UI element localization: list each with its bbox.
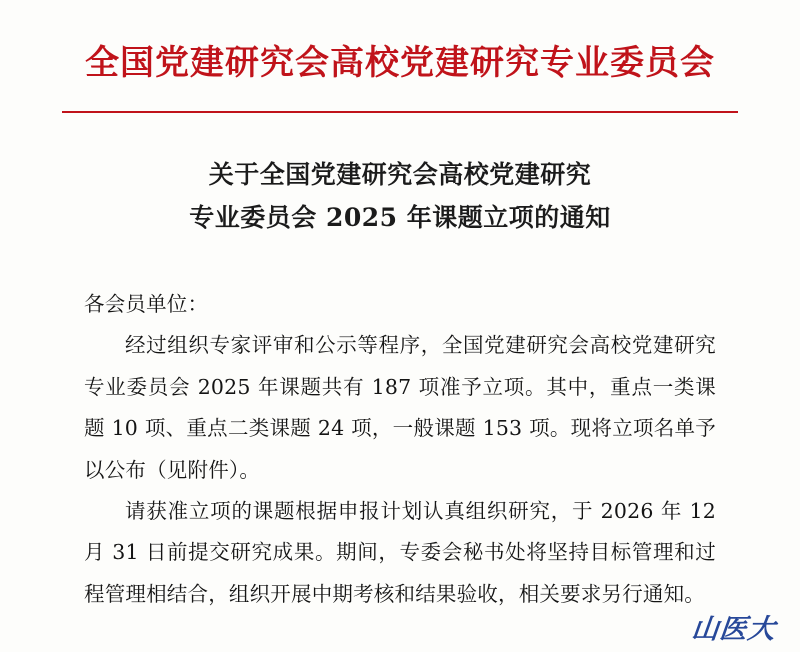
document-title-line-2: 专业委员会 2025 年课题立项的通知 [189, 203, 611, 233]
document-body [84, 284, 716, 615]
document-title [0, 153, 800, 241]
letterhead-divider [62, 111, 738, 113]
body-paragraph-2: 请获准立项的课题根据申报计划认真组织研究，于 2026 年 12 月 31 日前提交研究成果。期间，专委会秘书处将坚持目标管理和过程管理相结合，组织开展中期考核和结果验收，相关要求另行通知。 [84, 499, 716, 606]
document-title-line-1: 关于全国党建研究会高校党建研究 [208, 159, 592, 189]
body-paragraph-1: 经过组织专家评审和公示等程序，全国党建研究会高校党建研究专业委员会 2025 年课题共有 187 项准予立项。其中，重点一类课题 10 项、重点二类课题 24 项，一般课题 153 项。现将立项名单予以公布（见附件）。 [84, 333, 716, 482]
letterhead-organization-name: 全国党建研究会高校党建研究专业委员会 [85, 43, 715, 83]
watermark-logo: 山医大 [690, 614, 778, 645]
letterhead [0, 0, 800, 113]
salutation: 各会员单位： [84, 292, 209, 316]
